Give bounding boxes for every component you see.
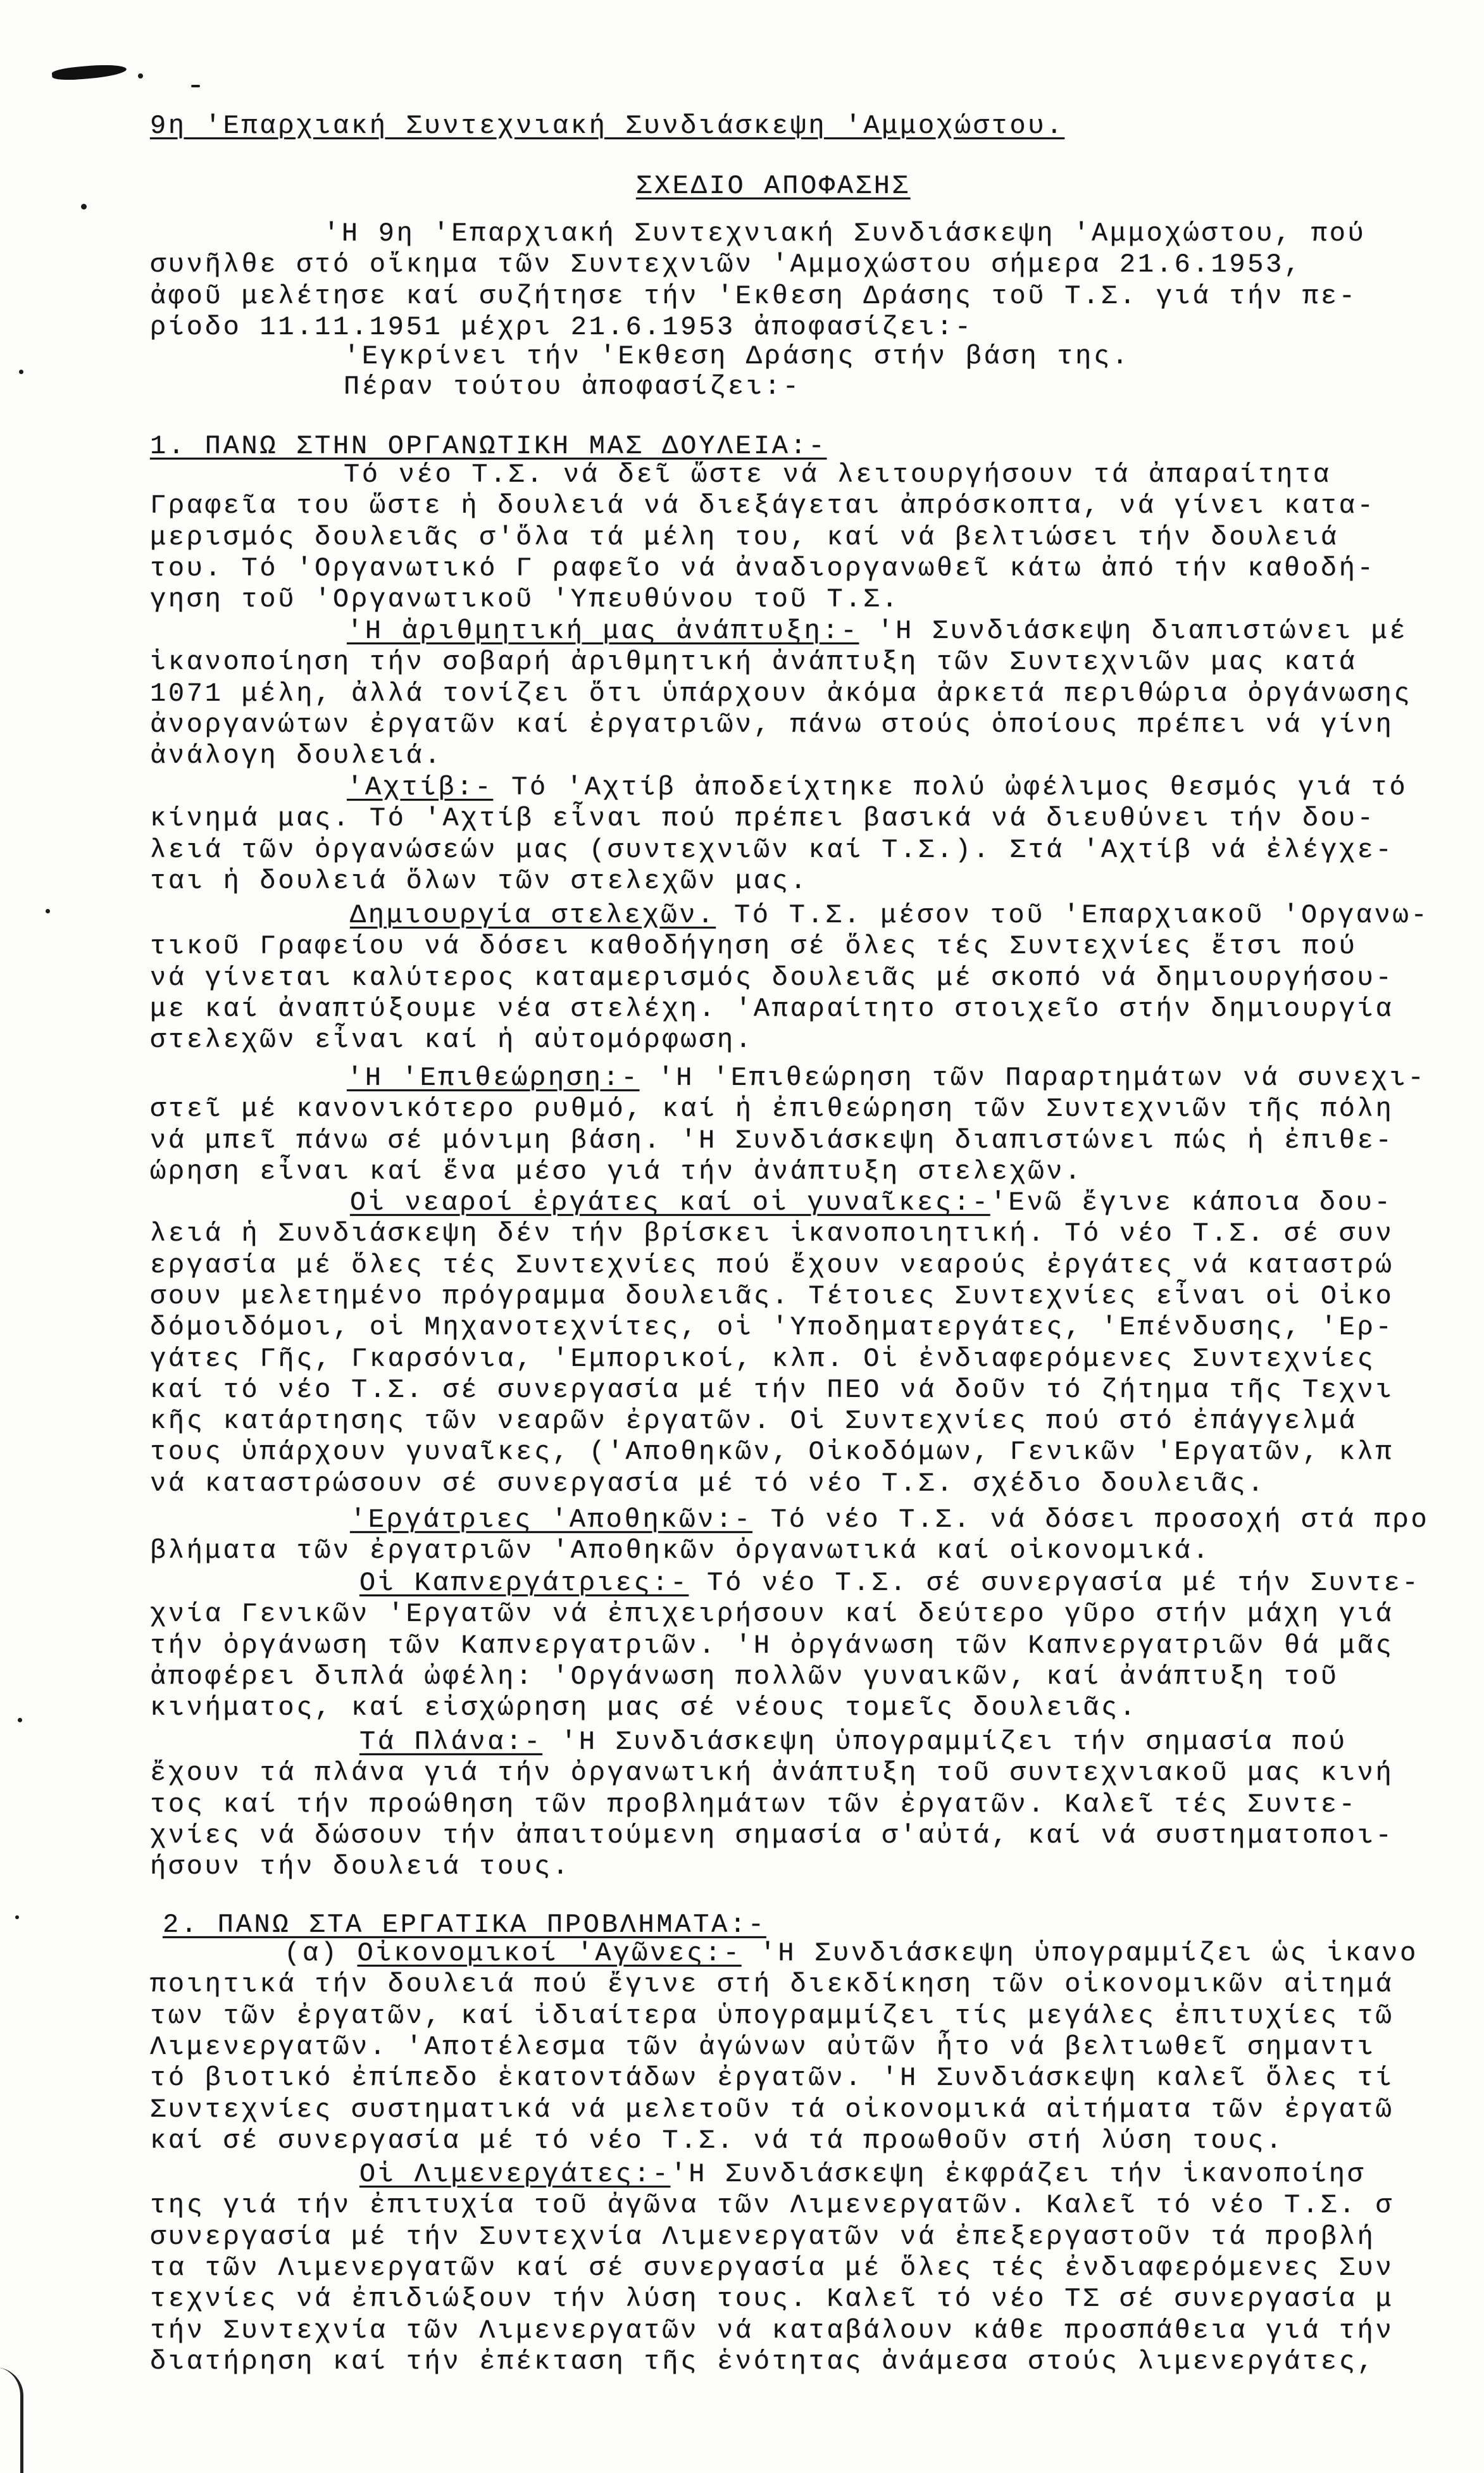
text-line [150, 1789, 1357, 1820]
line-text: ἀνοργανώτων ἐργατῶν καί ἐργατριῶν, πάνω στούς ὁποίους πρέπει νά γίνη [150, 709, 1394, 740]
text-line [150, 1851, 571, 1882]
line-text: κίνημά μας. Τό 'Αχτίβ εἶναι πού πρέπει βασικά νά διευθύνει τήν δου- [150, 803, 1376, 834]
text-line [344, 460, 1331, 490]
text-line [150, 1125, 1394, 1156]
line-text: Τό νέο Τ.Σ. νά δόσει προσοχή στά προ [752, 1505, 1430, 1535]
line-text: διατήρηση καί τήν ἐπέκταση τῆς ἑνότητας ἀνάμεσα στούς λιμενεργάτες, [150, 2346, 1376, 2377]
text-line [150, 1250, 1394, 1280]
text-line [150, 1281, 1394, 1312]
text-line [150, 312, 973, 342]
line-text: τήν ὀργάνωση τῶν Καπνεργατριῶν. 'Η ὀργάνωση τῶν Καπνεργατριῶν θά μᾶς [150, 1630, 1394, 1661]
line-text: ται ἡ δουλειά ὅλων τῶν στελεχῶν μας. [150, 865, 809, 896]
paragraph-heading: Οἱ νεαροί ἐργάτες καί οἱ γυναῖκες:- [350, 1187, 990, 1218]
text-line [359, 2159, 1366, 2189]
line-text: τος καί τήν προώθηση τῶν προβλημάτων τῶν ἐργατῶν. Καλεῖ τές Συντε- [150, 1789, 1357, 1820]
text-line [150, 1631, 1394, 1661]
line-text: ήσουν τήν δουλειά τους. [150, 1851, 571, 1882]
text-line [150, 1820, 1394, 1851]
line-text: γάτες Γῆς, Γκαρσόνια, 'Εμπορικοί, κλπ. Οἱ ἐνδιαφερόμενες Συντεχνίες [150, 1343, 1376, 1374]
line-text: 'Η 9η 'Επαρχιακή Συντεχνιακή Συνδιάσκεψη 'Αμμοχώστου, πού [323, 218, 1366, 249]
line-text: νά καταστρώσουν σέ συνεργασία μέ τό νέο Τ.Σ. σχέδιο δουλειᾶς. [150, 1468, 1266, 1499]
line-text: τό βιοτικό ἐπίπεδο ἑκατοντάδων ἐργατῶν. 'Η Συνδιάσκεψη καλεῖ ὅλες τί [150, 2063, 1394, 2094]
paragraph-heading: 'Η ἀριθμητική μας ἀνάπτυξη:- [347, 616, 859, 646]
section-heading: 2. ΠΑΝΩ ΣΤΑ ΕΡΓΑΤΙΚΑ ΠΡΟΒΛΗΜΑΤΑ:- [163, 1910, 766, 1940]
text-line [150, 2001, 1394, 2031]
text-line [150, 1536, 1211, 1566]
text-line [150, 281, 1357, 311]
line-text: 'Η Συνδιάσκεψη ἐκφράζει τήν ἱκανοποίησ [670, 2159, 1366, 2189]
text-line [150, 803, 1376, 834]
text-line [150, 1662, 1339, 1692]
text-line [150, 647, 1357, 677]
scan-speck [81, 204, 87, 210]
line-text: νά μπεῖ πάνω σέ μόνιμη βάση. 'Η Συνδιάσκεψη διαπιστώνει πώς ἡ ἐπιθε- [150, 1125, 1394, 1156]
line-text: τικοῦ Γραφείου νά δόσει καθοδήγηση σέ ὅλες τές Συντεχνίες ἔτσι πού [150, 931, 1357, 962]
paragraph-heading: Οἰκονομικοί 'Αγῶνες:- [357, 1938, 742, 1969]
line-text: λειά ἡ Συνδιάσκεψη δέν τήν βρίσκει ἱκανοποιητική. Τό νέο Τ.Σ. σέ συν [150, 1218, 1394, 1249]
line-text: ποιητικά τήν δουλειά πού ἔγινε στή διεκδίκηση τῶν οἰκονομικῶν αἰτημά [150, 1969, 1394, 2000]
text-line [344, 341, 1130, 372]
line-text: δόμοιδόμοι, οἱ Μηχανοτεχνίτες, οἱ 'Υποδηματεργάτες, 'Επένδυσης, 'Ερ- [150, 1312, 1394, 1343]
text-line [150, 1344, 1376, 1374]
line-text: τα τῶν Λιμενεργατῶν καί σέ συνεργασία μέ ὅλες τές ἐνδιαφερόμενες Συν [150, 2252, 1394, 2283]
text-line [150, 2253, 1394, 2283]
text-line [150, 2346, 1376, 2377]
text-line [150, 2315, 1394, 2346]
line-text: κῆς κατάρτησης τῶν νεαρῶν ἐργατῶν. Οἱ Συντεχνίες πού στό ἐπάγγελμά [150, 1406, 1357, 1437]
text-line [359, 1727, 1347, 1757]
text-line [150, 1218, 1394, 1249]
scan-speck [15, 1915, 19, 1919]
line-text: μερισμός δουλειᾶς σ'ὅλα τά μέλη του, καί νά βελτιώσει τήν δουλειά [150, 522, 1339, 553]
text-line [150, 2032, 1376, 2062]
line-text: Γραφεῖα του ὥστε ἡ δουλειά νά διεξάγεται ἀπρόσκοπτα, νά γίνει κατα- [150, 491, 1376, 522]
ink-smudge [51, 63, 127, 82]
line-text: κινήματος, καί εἰσχώρηση μας σέ νέους τομεῖς δουλειᾶς. [150, 1693, 1138, 1724]
scan-speck [138, 73, 143, 78]
line-text: καί σέ συνεργασία μέ τό νέο Τ.Σ. νά τά προωθοῦν στή λύση τους. [150, 2125, 1285, 2156]
text-line [150, 2190, 1394, 2220]
section-heading-line [150, 431, 826, 461]
paragraph-heading: Τά Πλάνα:- [359, 1727, 543, 1757]
text-line [150, 1693, 1138, 1723]
paragraph-heading: Δημιουργία στελεχῶν. [350, 900, 716, 930]
paragraph-heading: Οἱ Λιμενεργάτες:- [359, 2159, 671, 2189]
scan-speck [46, 909, 50, 913]
line-text: ἀνάλογη δουλειά. [150, 741, 443, 772]
line-text: Πέραν τούτου ἀποφασίζει:- [344, 372, 801, 402]
line-text: τεχνίες νά ἐπιδιώξουν τήν λύση τους. Καλεῖ τό νέο ΤΣ σέ συνεργασία μ [150, 2284, 1394, 2315]
line-text: με καί ἀναπτύξουμε νέα στελέχη. 'Απαραίτητο στοιχεῖο στήν δημιουργία [150, 993, 1394, 1024]
text-line [150, 2284, 1394, 2314]
text-line [150, 1599, 1394, 1629]
line-text: στελεχῶν εἶναι καί ἡ αὐτομόρφωση. [150, 1025, 754, 1056]
text-line [347, 772, 1407, 803]
line-text: Λιμενεργατῶν. 'Αποτέλεσμα τῶν ἀγώνων αὐτῶν ἦτο νά βελτιωθεῖ σημαντι [150, 2031, 1376, 2062]
scan-speck [18, 1718, 22, 1722]
line-text: βλήματα τῶν ἐργατριῶν 'Αποθηκῶν ὀργανωτικά καί οἰκονομικά. [150, 1536, 1211, 1567]
line-text: καί τό νέο Τ.Σ. σέ συνεργασία μέ τήν ΠΕΟ νά δοῦν τό ζήτημα τῆς Τεχνι [150, 1374, 1394, 1405]
section-heading-line [163, 1910, 766, 1940]
line-text: τους ὑπάρχουν γυναῖκες, ('Αποθηκῶν, Οἰκοδόμων, Γενικῶν 'Εργατῶν, κλπ [150, 1437, 1394, 1468]
text-line [350, 1505, 1429, 1535]
text-line [150, 2222, 1376, 2252]
text-line [150, 2063, 1394, 2093]
line-text: συνεργασία μέ τήν Συντεχνία Λιμενεργατῶν νά ἐπεξεργαστοῦν τά προβλή [150, 2221, 1376, 2252]
text-line [350, 900, 1429, 930]
line-text: ρίοδο 11.11.1951 μέχρι 21.6.1953 ἀποφασίζει:- [150, 311, 973, 342]
text-line [150, 553, 1376, 584]
line-text: 'Ενῶ ἔγινε κάποια δου- [990, 1187, 1393, 1218]
line-text: στεῖ μέ κανονικότερο ρυθμό, καί ἡ ἐπιθεώρηση τῶν Συντεχνιῶν τῆς πόλη [150, 1094, 1394, 1125]
text-line [344, 372, 801, 402]
text-line [150, 835, 1394, 865]
text-line [350, 1187, 1393, 1218]
line-text: ώρηση εἶναι καί ἕνα μέσο γιά τήν ἀνάπτυξη στελεχῶν. [150, 1156, 1083, 1187]
page-edge-mark [0, 2367, 23, 2473]
line-text: Τό 'Αχτίβ ἀποδείχτηκε πολύ ὠφέλιμος θεσμός γιά τό [493, 772, 1408, 803]
paragraph-heading: 'Εργάτριες 'Αποθηκῶν:- [350, 1505, 752, 1535]
line-text: χνία Γενικῶν 'Εργατῶν νά ἐπιχειρήσουν καί δεύτερο γῦρο στήν μάχη γιά [150, 1599, 1394, 1630]
line-text: 'Εγκρίνει τήν 'Εκθεση Δράσης στήν βάση της. [344, 341, 1130, 372]
text-line [150, 2126, 1284, 2156]
text-line [150, 741, 442, 771]
line-text: εργασία μέ ὅλες τές Συντεχνίες πού ἔχουν νεαρούς ἐργάτες νά καταστρώ [150, 1249, 1394, 1280]
text-line [150, 1969, 1394, 2000]
paragraph-label: (α) [284, 1938, 339, 1969]
line-text: Τό νέο Τ.Σ. νά δεῖ ὥστε νά λειτουργήσουν τά ἀπαραίτητα [344, 460, 1331, 490]
line-text: τήν Συντεχνία τῶν Λιμενεργατῶν νά καταβάλουν κάθε προσπάθεια γιά τήν [150, 2315, 1394, 2346]
line-text: νά γίνεται καλύτερος καταμερισμός δουλειᾶς μέ σκοπό νά δημιουργήσου- [150, 962, 1394, 993]
document-title: ΣΧΕΔΙΟ ΑΠΟΦΑΣΗΣ [636, 171, 911, 201]
document-header: 9η 'Επαρχιακή Συντεχνιακή Συνδιάσκεψη 'Αμμοχώστου. [150, 111, 1065, 141]
text-line [150, 866, 809, 896]
text-line [150, 1094, 1394, 1124]
line-text: των τῶν ἐργατῶν, καί ἰδιαίτερα ὑπογραμμίζει τίς μεγάλες ἐπιτυχίες τῶ [150, 2000, 1394, 2031]
line-text: 'Η Συνδιάσκεψη διαπιστώνει μέ [859, 616, 1408, 646]
line-text: 'Η Συνδιάσκεψη ὑπογραμμίζει ὡς ἱκανο [741, 1938, 1419, 1969]
text-line [150, 1437, 1394, 1467]
text-line [150, 1758, 1394, 1788]
line-text: Τό νέο Τ.Σ. σέ συνεργασία μέ τήν Συντε- [689, 1568, 1421, 1598]
scan-speck [19, 370, 23, 374]
text-line [150, 931, 1357, 961]
text-line [150, 679, 1412, 709]
text-line [150, 994, 1394, 1024]
line-text: ἀποφέρει διπλά ὠφέλη: 'Οργάνωση πολλῶν γυναικῶν, καί ἀνάπτυξη τοῦ [150, 1661, 1339, 1692]
text-line [150, 522, 1339, 553]
line-text: ἱκανοποίηση τήν σοβαρή ἀριθμητική ἀνάπτυξη τῶν Συντεχνιῶν μας κατά [150, 647, 1357, 678]
line-text: Τό Τ.Σ. μέσον τοῦ 'Επαρχιακοῦ 'Οργανω- [716, 900, 1430, 930]
line-text: της γιά τήν ἐπιτυχία τοῦ ἀγῶνα τῶν Λιμενεργατῶν. Καλεῖ τό νέο Τ.Σ. σ [150, 2190, 1394, 2221]
text-line [150, 249, 1302, 280]
line-text: χνίες νά δώσουν τήν ἀπαιτούμενη σημασία σ'αὐτά, καί νά συστηματοποι- [150, 1820, 1394, 1851]
text-line [150, 710, 1394, 740]
line-text: γηση τοῦ 'Οργανωτικοῦ 'Υπευθύνου τοῦ Τ.Σ. [150, 584, 901, 615]
line-text: 'Η 'Επιθεώρηση τῶν Παραρτημάτων νά συνεχι- [639, 1063, 1426, 1093]
section-heading: 1. ΠΑΝΩ ΣΤΗΝ ΟΡΓΑΝΩΤΙΚΗ ΜΑΣ ΔΟΥΛΕΙΑ:- [150, 431, 827, 461]
line-text: Συντεχνίες συστηματικά νά μελετοῦν τά οἰκονομικά αἰτήματα τῶν ἐργατῶ [150, 2094, 1394, 2125]
line-text: ἀφοῦ μελέτησε καί συζήτησε τήν 'Εκθεση Δράσης τοῦ Τ.Σ. γιά τήν πε- [150, 280, 1357, 311]
line-text: σουν μελετημένο πρόγραμμα δουλειᾶς. Τέτοιες Συντεχνίες εἶναι οἱ Οἰκο [150, 1280, 1394, 1312]
text-line [150, 2094, 1394, 2125]
text-line [323, 218, 1366, 249]
scan-speck [191, 85, 200, 87]
text-line [284, 1938, 1418, 1969]
text-line [150, 1025, 754, 1055]
line-text: συνῆλθε στό οἴκημα τῶν Συντεχνιῶν 'Αμμοχώστου σήμερα 21.6.1953, [150, 249, 1302, 280]
text-line [150, 1375, 1394, 1405]
text-line [347, 616, 1407, 646]
paragraph-heading: 'Αχτίβ:- [347, 772, 494, 803]
paragraph-heading: Οἱ Καπνεργάτριες:- [359, 1568, 689, 1598]
text-line [150, 491, 1376, 521]
line-text: λειά τῶν ὀργανώσεών μας (συντεχνιῶν καί Τ.Σ.). Στά 'Αχτίβ νά ἐλέγχε- [150, 834, 1394, 865]
line-text: 'Η Συνδιάσκεψη ὑπογραμμίζει τήν σημασία πού [542, 1727, 1347, 1757]
line-text: του. Τό 'Οργανωτικό Γ ραφεῖο νά ἀναδιοργανωθεῖ κάτω ἀπό τήν καθοδή- [150, 553, 1376, 584]
text-line [150, 963, 1394, 993]
text-line [150, 584, 900, 615]
text-line [150, 1468, 1266, 1499]
text-line [347, 1063, 1426, 1093]
text-line [359, 1568, 1420, 1598]
text-line [150, 1312, 1394, 1343]
line-text: 1071 μέλη, ἀλλά τονίζει ὅτι ὑπάρχουν ἀκόμα ἀρκετά περιθώρια ὀργάνωσης [150, 678, 1412, 709]
text-line [150, 1406, 1357, 1436]
line-text: ἔχουν τά πλάνα γιά τήν ὀργανωτική ἀνάπτυξη τοῦ συντεχνιακοῦ μας κινή [150, 1758, 1394, 1789]
paragraph-heading: 'Η 'Επιθεώρηση:- [347, 1063, 640, 1093]
text-line [150, 1156, 1083, 1187]
